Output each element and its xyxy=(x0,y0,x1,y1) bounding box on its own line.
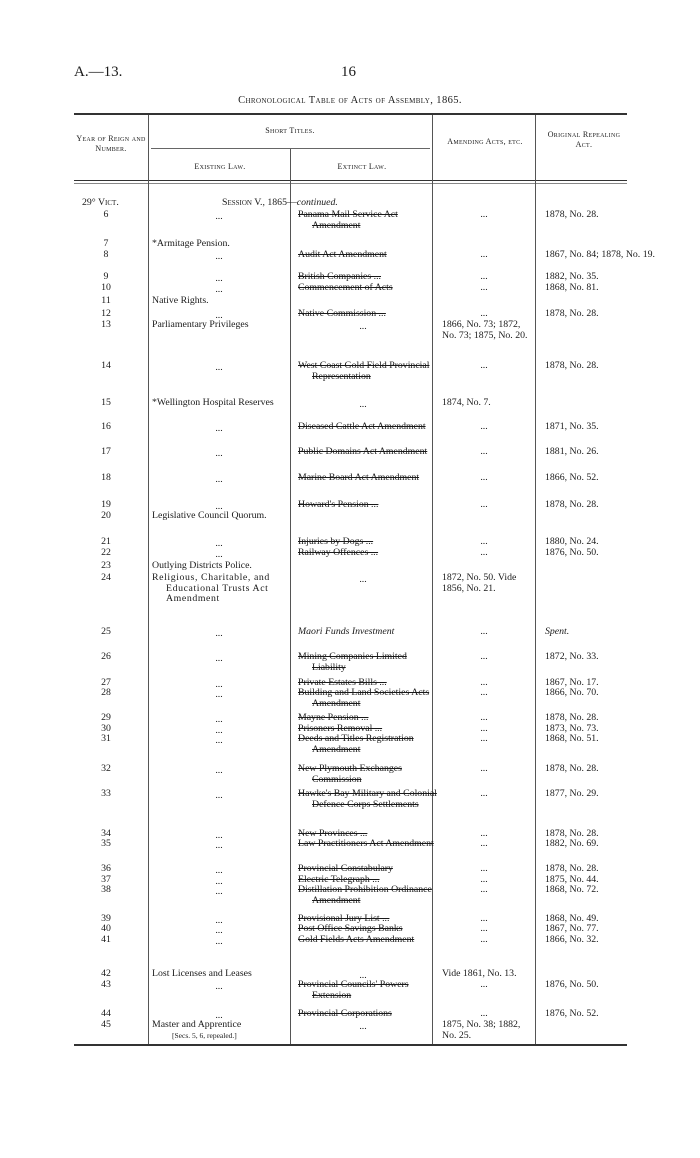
original-repealing-act: 1876, No. 50. xyxy=(545,547,599,558)
act-number: 42 xyxy=(101,968,111,979)
header-original: Original Repealing Act. xyxy=(547,130,621,149)
header-year: Year of Reign and Number. xyxy=(76,134,146,153)
original-repealing-act: 1880, No. 24. xyxy=(545,536,599,547)
extinct-law: Mining Companies Limited Liability xyxy=(298,651,407,673)
extinct-law: Provincial Corporations xyxy=(298,1008,392,1019)
act-number: 15 xyxy=(101,397,111,408)
header-amending: Amending Acts, etc. xyxy=(447,137,523,146)
extinct-law: Maori Funds Investment xyxy=(298,626,395,637)
extinct-law: Provisional Jury List ... xyxy=(298,913,390,924)
original-repealing-act: 1867, No. 84; 1878, No. 19. xyxy=(545,249,655,260)
amending-acts: ... xyxy=(480,733,488,744)
extinct-law: Diseased Cattle Act Amendment xyxy=(298,421,426,432)
existing-law: Master and Apprentice xyxy=(152,1019,242,1030)
original-repealing-act: 1882, No. 35. xyxy=(545,271,599,282)
act-number: 18 xyxy=(101,472,111,483)
col-divider-2 xyxy=(290,149,291,1044)
amending-acts: ... xyxy=(480,308,488,319)
amending-acts: 1874, No. 7. xyxy=(442,397,491,408)
header-bottom-rule xyxy=(74,180,627,181)
amending-acts: 1875, No. 38; 1882, No. 25. xyxy=(442,1019,521,1041)
original-repealing-act: 1873, No. 73. xyxy=(545,723,599,734)
original-repealing-act: 1878, No. 28. xyxy=(545,828,599,839)
act-number: 22 xyxy=(101,547,111,558)
amending-acts: ... xyxy=(480,712,488,723)
existing-law: ... xyxy=(215,474,223,485)
act-number: 31 xyxy=(101,733,111,744)
amending-acts: ... xyxy=(480,788,488,799)
original-repealing-act: Spent. xyxy=(545,626,570,637)
original-repealing-act: 1866, No. 70. xyxy=(545,687,599,698)
act-number: 37 xyxy=(101,874,111,885)
act-number: 13 xyxy=(101,319,111,330)
act-number: 14 xyxy=(101,360,111,371)
original-repealing-act: 1881, No. 26. xyxy=(545,446,599,457)
existing-law: ... xyxy=(215,679,223,690)
existing-law: Religious, Charitable, and Educational Trusts Act Amendment xyxy=(152,572,270,605)
reign-label: 29° Vict. xyxy=(82,197,119,208)
page-number: 16 xyxy=(341,64,356,80)
original-repealing-act: 1878, No. 28. xyxy=(545,763,599,774)
session-continued: continued. xyxy=(296,197,338,208)
amending-acts: ... xyxy=(480,499,488,510)
col-divider-4 xyxy=(535,115,536,1044)
act-number: 36 xyxy=(101,863,111,874)
extinct-law: ... xyxy=(359,399,367,410)
amending-acts: ... xyxy=(480,913,488,924)
amending-acts: 1866, No. 73; 1872, No. 73; 1875, No. 20. xyxy=(442,319,528,341)
act-number: 28 xyxy=(101,687,111,698)
existing-law: *Armitage Pension. xyxy=(152,238,230,249)
amending-acts: ... xyxy=(480,763,488,774)
existing-law: *Wellington Hospital Reserves xyxy=(152,397,274,408)
header-existing: Existing Law. xyxy=(194,162,246,171)
existing-law: ... xyxy=(215,865,223,876)
extinct-law: Law Practitioners Act Amendment xyxy=(298,838,434,849)
existing-law: Parliamentary Privileges xyxy=(152,319,249,330)
table-caption: Chronological Table of Acts of Assembly, 1865. xyxy=(238,95,462,106)
existing-law: ... xyxy=(215,981,223,992)
existing-law: ... xyxy=(215,310,223,321)
original-repealing-act: 1866, No. 52. xyxy=(545,472,599,483)
existing-law: ... xyxy=(215,628,223,639)
extinct-law: Prisoners Removal ... xyxy=(298,723,383,734)
original-repealing-act: 1878, No. 28. xyxy=(545,308,599,319)
amending-acts: ... xyxy=(480,209,488,220)
amending-acts: ... xyxy=(480,626,488,637)
act-number: 40 xyxy=(101,923,111,934)
original-repealing-act: 1868, No. 81. xyxy=(545,282,599,293)
amending-acts: ... xyxy=(480,1008,488,1019)
original-repealing-act: 1875, No. 44. xyxy=(545,874,599,885)
extinct-law: Audit Act Amendment xyxy=(298,249,387,260)
extinct-law: Provincial Councils' Powers Extension xyxy=(298,979,409,1001)
act-number: 25 xyxy=(101,626,111,637)
amending-acts: ... xyxy=(480,282,488,293)
amending-acts: ... xyxy=(480,874,488,885)
extinct-law: Marine Board Act Amendment xyxy=(298,472,420,483)
original-repealing-act: 1882, No. 69. xyxy=(545,838,599,849)
original-repealing-act: 1876, No. 52. xyxy=(545,1008,599,1019)
extinct-law: New Provinces ... xyxy=(298,828,368,839)
amending-acts: ... xyxy=(480,979,488,990)
extinct-law: Electric Telegraph ... xyxy=(298,874,380,885)
amending-acts: ... xyxy=(480,677,488,688)
extinct-law: Howard's Pension ... xyxy=(298,499,379,510)
act-number: 39 xyxy=(101,913,111,924)
act-number: 27 xyxy=(101,677,111,688)
act-number: 6 xyxy=(103,209,109,220)
act-number: 11 xyxy=(101,295,111,306)
amending-acts: ... xyxy=(480,536,488,547)
amending-acts: ... xyxy=(480,723,488,734)
extinct-law: Building and Land Societies Acts Amendment xyxy=(298,687,430,709)
extinct-law: Provincial Constabulary xyxy=(298,863,393,874)
amending-acts: ... xyxy=(480,838,488,849)
existing-law: ... xyxy=(215,538,223,549)
original-repealing-act: 1878, No. 28. xyxy=(545,209,599,220)
existing-law: Outlying Districts Police. xyxy=(152,560,252,571)
extinct-law: Native Commission ... xyxy=(298,308,386,319)
session-heading xyxy=(222,198,338,209)
existing-law: ... xyxy=(215,714,223,725)
act-number: 17 xyxy=(101,446,111,457)
extinct-law: ... xyxy=(359,574,367,585)
amending-acts: ... xyxy=(480,884,488,895)
existing-law: ... xyxy=(215,501,223,512)
amending-acts: ... xyxy=(480,828,488,839)
extinct-law: Injuries by Dogs ... xyxy=(298,536,374,547)
existing-law: ... xyxy=(215,765,223,776)
original-repealing-act: 1868, No. 51. xyxy=(545,733,599,744)
amending-acts: ... xyxy=(480,421,488,432)
act-number: 7 xyxy=(103,238,109,249)
act-number: 32 xyxy=(101,763,111,774)
original-repealing-act: 1872, No. 33. xyxy=(545,651,599,662)
extinct-law: West Coast Gold Field Provincial Representation xyxy=(298,360,430,382)
amending-acts: ... xyxy=(480,271,488,282)
amending-acts: ... xyxy=(480,651,488,662)
existing-law: ... xyxy=(215,423,223,434)
existing-law: ... xyxy=(215,549,223,560)
amending-acts: ... xyxy=(480,863,488,874)
original-repealing-act: 1868, No. 72. xyxy=(545,884,599,895)
header-short-titles: Short Titles. xyxy=(265,126,315,135)
act-number: 26 xyxy=(101,651,111,662)
act-number: 9 xyxy=(103,271,109,282)
existing-law: ... xyxy=(215,915,223,926)
amending-acts: ... xyxy=(480,472,488,483)
existing-law: ... xyxy=(215,1010,223,1021)
existing-law: ... xyxy=(215,886,223,897)
extinct-law: Deeds and Titles Registration Amendment xyxy=(298,733,414,755)
extinct-law: Post Office Savings Banks xyxy=(298,923,403,934)
extinct-law: Private Estates Bills ... xyxy=(298,677,387,688)
existing-law: Legislative Council Quorum. xyxy=(152,510,267,521)
act-number: 41 xyxy=(101,934,111,945)
extinct-law: Railway Offences ... xyxy=(298,547,379,558)
extinct-law: ... xyxy=(359,1021,367,1032)
extinct-law: Hawke's Bay Military and Colonial Defence Corps Settlements xyxy=(298,788,437,810)
act-number: 21 xyxy=(101,536,111,547)
existing-law: ... xyxy=(215,689,223,700)
extinct-law: Gold Fields Acts Amendment xyxy=(298,934,415,945)
extinct-law: ... xyxy=(359,321,367,332)
extinct-law: New Plymouth Exchanges Commission xyxy=(298,763,402,785)
bottom-rule xyxy=(74,1044,627,1046)
header-extinct: Extinct Law. xyxy=(337,162,387,171)
original-repealing-act: 1868, No. 49. xyxy=(545,913,599,924)
existing-law: ... xyxy=(215,830,223,841)
amending-acts: ... xyxy=(480,687,488,698)
extinct-law: Distillation Prohibition Ordinance Amendment xyxy=(298,884,432,906)
existing-law: ... xyxy=(215,925,223,936)
original-repealing-act: 1871, No. 35. xyxy=(545,421,599,432)
act-number: 24 xyxy=(101,572,111,583)
amending-acts: ... xyxy=(480,249,488,260)
act-number: 10 xyxy=(101,282,111,293)
amending-acts: ... xyxy=(480,934,488,945)
amending-acts: ... xyxy=(480,547,488,558)
original-repealing-act: 1878, No. 28. xyxy=(545,360,599,371)
existing-law: ... xyxy=(215,790,223,801)
amending-acts: ... xyxy=(480,446,488,457)
amending-acts: ... xyxy=(480,360,488,371)
extinct-law: Commencement of Acts xyxy=(298,282,393,293)
act-number: 29 xyxy=(101,712,111,723)
act-number: 16 xyxy=(101,421,111,432)
act-number: 38 xyxy=(101,884,111,895)
amending-acts: ... xyxy=(480,923,488,934)
existing-law: ... xyxy=(215,725,223,736)
extinct-law: Public Domains Act Amendment xyxy=(298,446,428,457)
act-number: 45 xyxy=(101,1019,111,1030)
existing-law: Native Rights. xyxy=(152,295,209,306)
act-number: 12 xyxy=(101,308,111,319)
existing-law: ... xyxy=(215,936,223,947)
header-bottom-rule-2 xyxy=(74,183,627,184)
existing-law: ... xyxy=(215,448,223,459)
act-number: 8 xyxy=(103,249,109,260)
existing-law-note: [Secs. 5, 6, repealed.] xyxy=(172,1031,237,1040)
act-number: 30 xyxy=(101,723,111,734)
extinct-law: Mayne Pension ... xyxy=(298,712,369,723)
act-number: 20 xyxy=(101,510,111,521)
existing-law: ... xyxy=(215,876,223,887)
existing-law: ... xyxy=(215,840,223,851)
existing-law: ... xyxy=(215,273,223,284)
existing-law: ... xyxy=(215,735,223,746)
original-repealing-act: 1876, No. 50. xyxy=(545,979,599,990)
extinct-law: ... xyxy=(359,970,367,981)
act-number: 34 xyxy=(101,828,111,839)
original-repealing-act: 1867, No. 17. xyxy=(545,677,599,688)
act-number: 33 xyxy=(101,788,111,799)
act-number: 23 xyxy=(101,560,111,571)
top-rule xyxy=(74,113,627,115)
act-number: 19 xyxy=(101,499,111,510)
col-divider-1 xyxy=(148,115,149,1044)
original-repealing-act: 1867, No. 77. xyxy=(545,923,599,934)
original-repealing-act: 1866, No. 32. xyxy=(545,934,599,945)
extinct-law: Panama Mail Service Act Amendment xyxy=(298,209,398,231)
page-reference: A.—13. xyxy=(74,64,123,80)
existing-law: ... xyxy=(215,251,223,262)
act-number: 35 xyxy=(101,838,111,849)
existing-law: ... xyxy=(215,362,223,373)
existing-law: ... xyxy=(215,284,223,295)
existing-law: Lost Licenses and Leases xyxy=(152,968,252,979)
extinct-law: British Companies ... xyxy=(298,271,382,282)
act-number: 43 xyxy=(101,979,111,990)
original-repealing-act: 1878, No. 28. xyxy=(545,712,599,723)
act-number: 44 xyxy=(101,1008,111,1019)
original-repealing-act: 1878, No. 28. xyxy=(545,499,599,510)
session-text: Session V., 1865— xyxy=(222,197,297,208)
original-repealing-act: 1878, No. 28. xyxy=(545,863,599,874)
original-repealing-act: 1877, No. 29. xyxy=(545,788,599,799)
existing-law: ... xyxy=(215,653,223,664)
amending-acts: Vide 1861, No. 13. xyxy=(442,968,517,979)
existing-law: ... xyxy=(215,211,223,222)
amending-acts: 1872, No. 50. Vide 1856, No. 21. xyxy=(442,572,517,594)
